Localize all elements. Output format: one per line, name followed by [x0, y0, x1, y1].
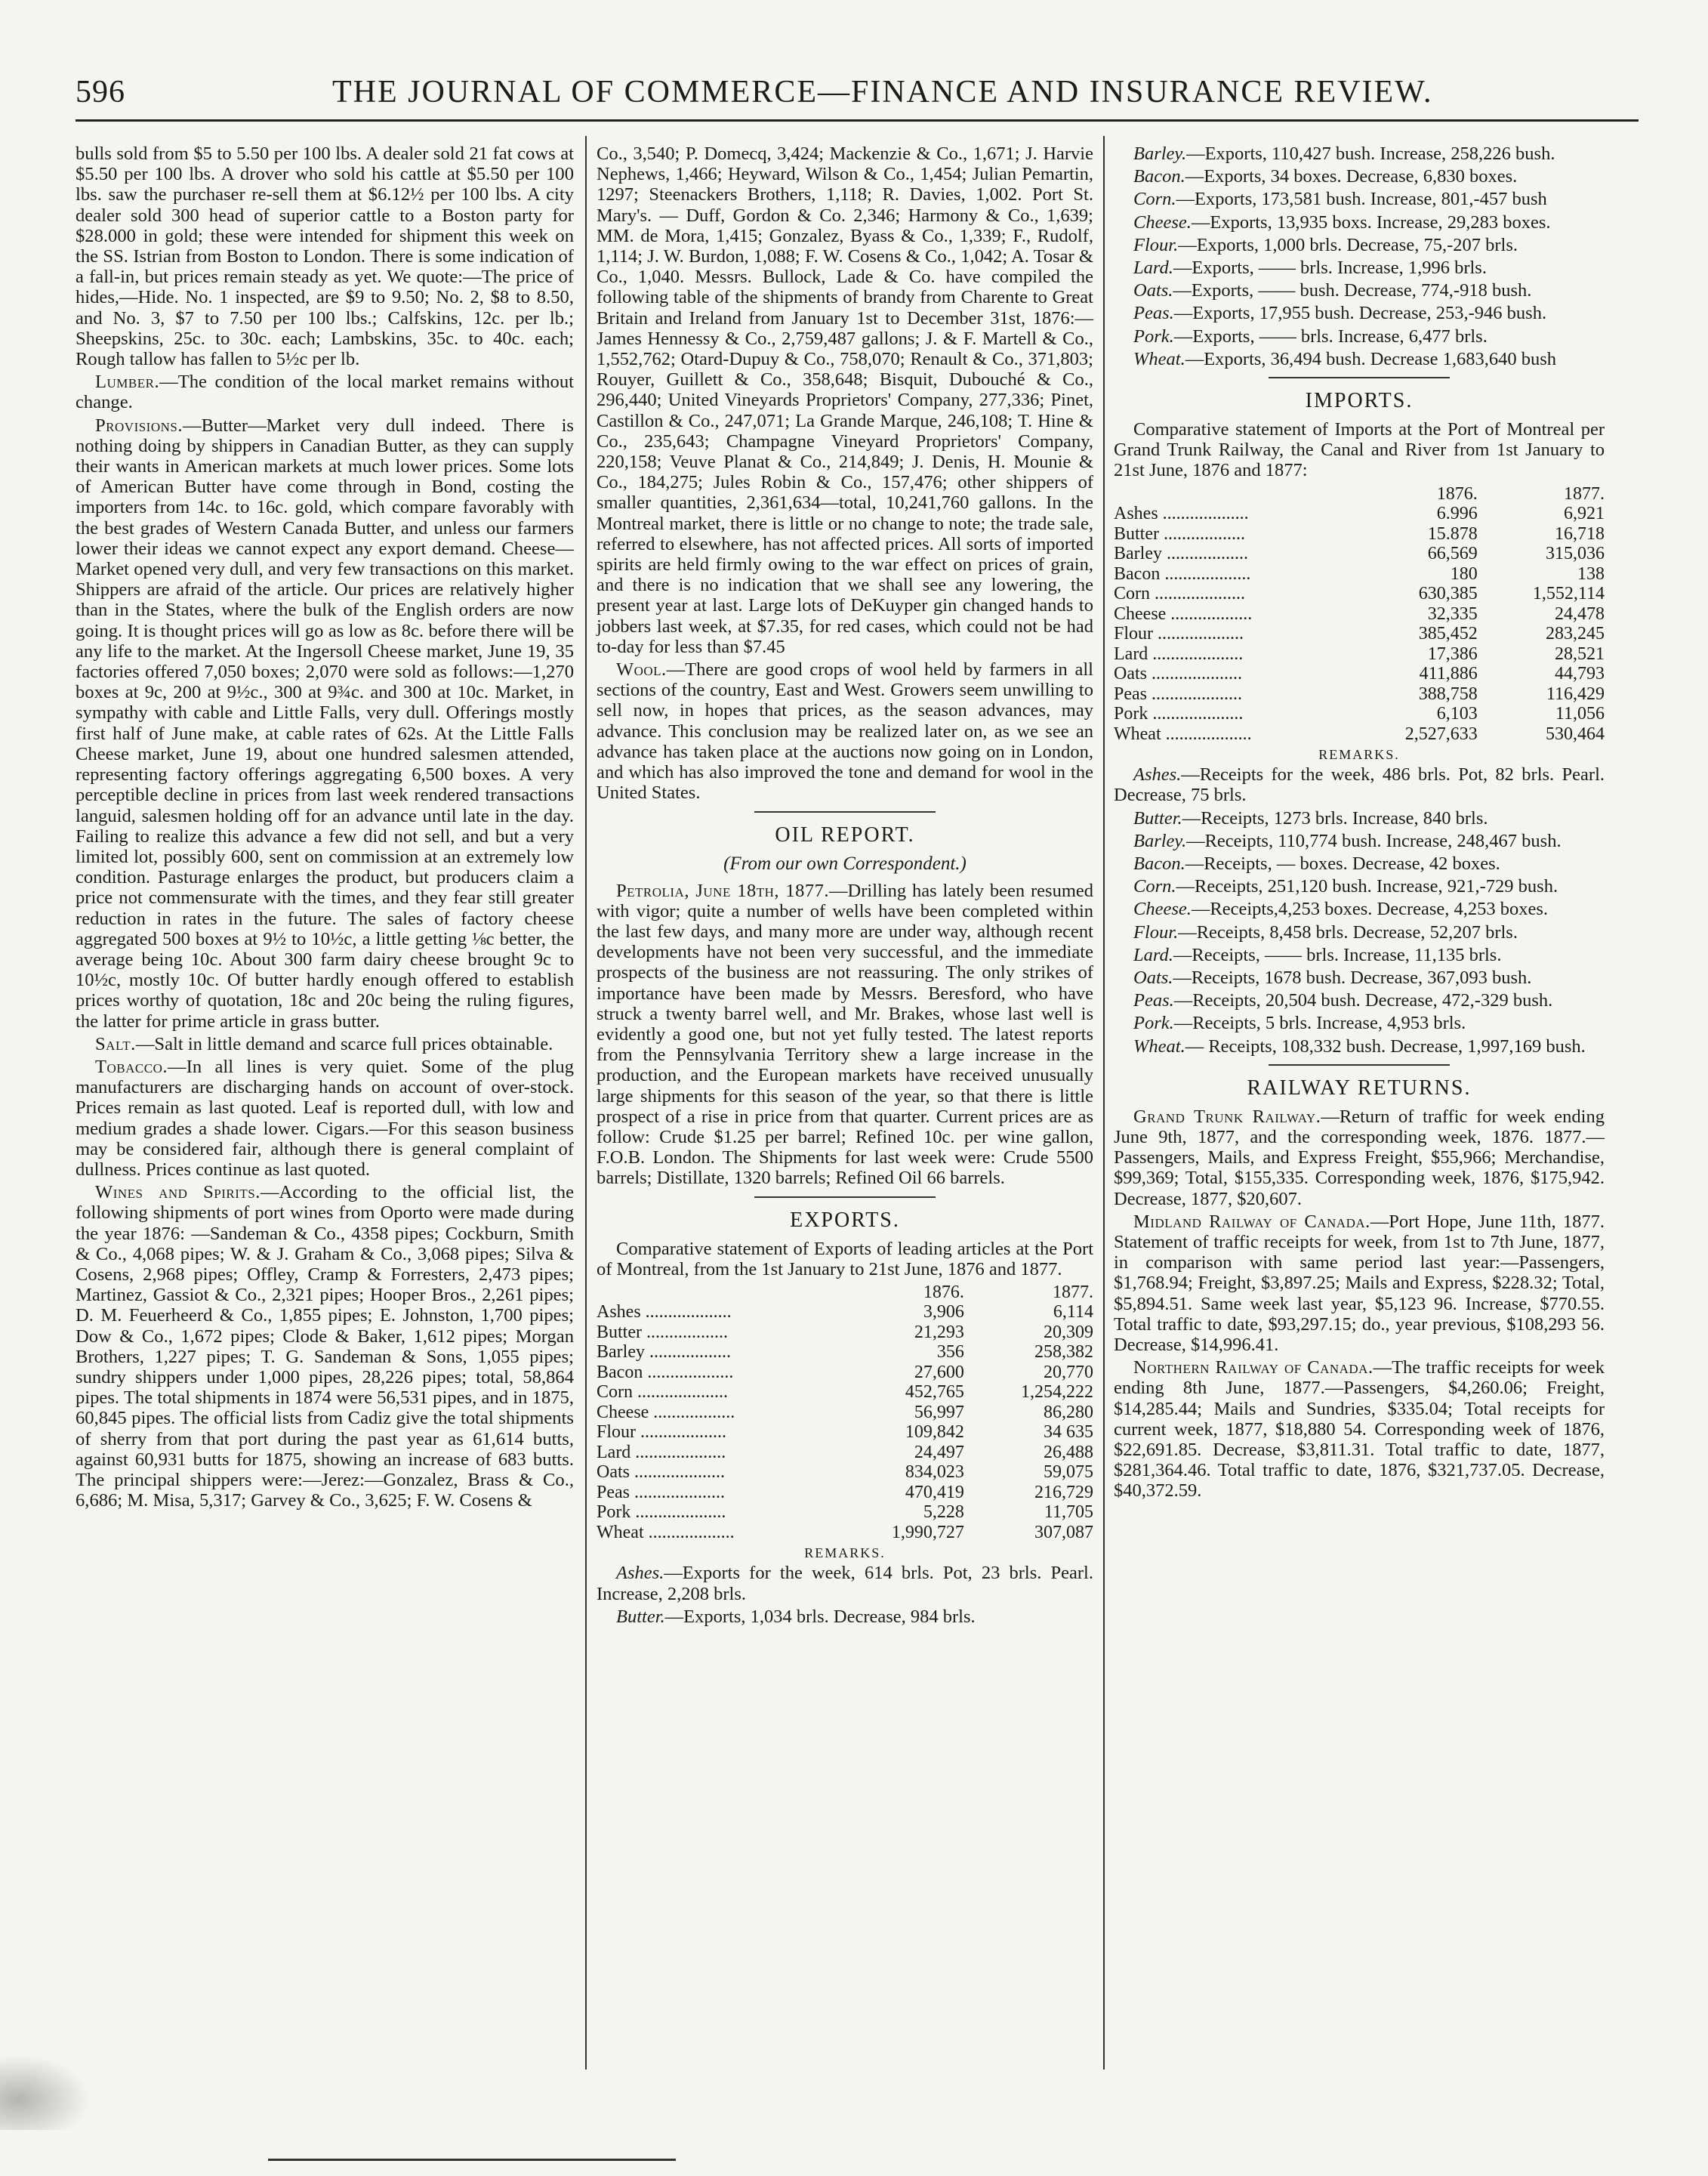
remark-text: —Receipts, 20,504 bush. Decrease, 472,-329 bush.: [1173, 990, 1553, 1011]
remark-text: —Exports, 173,581 bush. Increase, 801,-457 bush: [1176, 189, 1547, 210]
import-remark: [1114, 945, 1605, 965]
remark-lead: Ashes.: [616, 1563, 664, 1584]
remark-text: —Exports, 1,000 brls. Decrease, 75,-207 brls.: [1178, 234, 1518, 255]
import-remark: [1114, 764, 1605, 805]
value-1877: 34 635: [1044, 1422, 1093, 1443]
remark-lead: Corn.: [1133, 876, 1176, 897]
year-header: 1877.: [1053, 1282, 1093, 1302]
column-1: [76, 144, 574, 1513]
remark-lead: Peas.: [1133, 303, 1174, 324]
table-row: [1114, 704, 1605, 724]
value-1876: 21,293: [914, 1322, 964, 1342]
table-row: [1114, 564, 1605, 585]
value-1876: 27,600: [914, 1362, 964, 1382]
import-remark: [1114, 1036, 1605, 1057]
provisions-paragraph: [76, 415, 574, 1032]
column-3: [1114, 144, 1605, 1504]
remark-lead: Wheat.: [1133, 1036, 1185, 1057]
grand-trunk-heading: Grand Trunk Railway.: [1133, 1106, 1321, 1127]
row-label: Peas ....................: [597, 1482, 725, 1502]
row-label: Flour ...................: [597, 1422, 727, 1443]
exports-table: [597, 1282, 1093, 1543]
tobacco-heading: Tobacco.: [95, 1056, 168, 1077]
import-remark: [1114, 853, 1605, 874]
remark-lead: Butter.: [616, 1606, 665, 1627]
import-remark: [1114, 899, 1605, 919]
northern-text: —The traffic receipts for week ending 8th June, 1877.—Passengers, $4,260.06; Freight, $14,285.44; Mails and Sundries, $335.04; Total receipts for current week, 1877, $18,880 54. Corresponding week of 1876, $22,691.85. Decrease, $3,811.31. Total traffic to date, 1877, $281,364.46. Total traffic to date, 1876, $321,737.05. Decrease, $40,372.59.: [1114, 1357, 1605, 1502]
value-1877: 6,114: [1053, 1302, 1093, 1323]
masthead-title: THE JOURNAL OF COMMERCE—FINANCE AND INSURANCE REVIEW.: [332, 75, 1433, 110]
export-remark: [1114, 166, 1605, 187]
salt-text: —Salt in little demand and scarce full prices obtainable.: [135, 1033, 553, 1054]
row-label: Cheese ..................: [597, 1402, 735, 1422]
remark-text: —Exports, 34 boxes. Decrease, 6,830 boxes.: [1185, 166, 1518, 187]
remark-lead: Pork.: [1133, 1013, 1174, 1034]
row-label: Oats ....................: [597, 1462, 725, 1483]
import-remark: [1114, 968, 1605, 988]
export-remark: [1114, 326, 1605, 347]
export-remark: [1114, 212, 1605, 233]
year-header: 1877.: [1564, 483, 1605, 504]
value-1877: 20,309: [1044, 1322, 1093, 1342]
year-header: 1876.: [1436, 483, 1478, 504]
remark-text: —Receipts, 110,774 bush. Increase, 248,467 bush.: [1186, 830, 1562, 851]
lumber-text: —The condition of the local market remains without change.: [76, 372, 574, 413]
remark-text: —Exports, 36,494 bush. Decrease 1,683,640 bush: [1185, 348, 1557, 369]
value-1876: 32,335: [1427, 603, 1478, 624]
value-1877: 24,478: [1555, 603, 1605, 624]
remark-lead: Cheese.: [1133, 899, 1192, 920]
table-row: [1114, 584, 1605, 604]
northern-paragraph: [1114, 1357, 1605, 1501]
section-rule: [1269, 1064, 1450, 1066]
year-header: 1876.: [923, 1282, 964, 1302]
wines-paragraph: [76, 1182, 574, 1511]
remark-lead: Lard.: [1133, 944, 1173, 965]
import-remark: [1114, 808, 1605, 829]
value-1876: 6,103: [1436, 704, 1478, 724]
midland-text: —Port Hope, June 11th, 1877. Statement of traffic receipts for week, from 1st to 7th June, 1877, in comparison with same period last year:—Passengers, $1,768.94; Freight, $3,897.25; Mails and Express, $228.32; Total, $5,894.51. Same week last year, $5,123 96. Increase, $770.55. Total traffic to date, $93,297.15; do., year previous, $108,293 56. Decrease, $14,996.41.: [1114, 1211, 1605, 1356]
remark-text: —Exports for the week, 614 brls. Pot, 23 brls. Pearl. Increase, 2,208 brls.: [597, 1563, 1093, 1604]
imports-remarks-label: REMARKS.: [1318, 747, 1400, 763]
value-1877: 307,087: [1034, 1522, 1093, 1542]
remark-text: —Exports, —— brls. Increase, 1,996 brls.: [1173, 258, 1487, 279]
remark-lead: Flour.: [1133, 234, 1179, 255]
remark-text: —Receipts, 1273 brls. Increase, 840 brls.: [1182, 807, 1488, 829]
value-1876: 5,228: [923, 1502, 964, 1523]
remark-lead: Barley.: [1133, 144, 1187, 164]
exports-intro: Comparative statement of Exports of leading articles at the Port of Montreal, from the 1st January to 21st June, 1876 and 1877.: [597, 1238, 1093, 1279]
value-1877: 116,429: [1546, 684, 1605, 704]
value-1876: 470,419: [905, 1482, 964, 1502]
row-label: Pork ....................: [597, 1502, 726, 1523]
value-1876: 630,385: [1418, 584, 1478, 604]
row-label: Wheat ...................: [597, 1522, 735, 1542]
table-row: [1114, 544, 1605, 564]
value-1877: 216,729: [1034, 1482, 1093, 1502]
table-row: [597, 1462, 1093, 1483]
table-row: [597, 1403, 1093, 1423]
oil-report-text: —Drilling has lately been resumed with vigor; quite a number of wells have been completed within the last few days, and many more are under way, although recent developments have not been very successful, and the immediate prospects of the business are not reassuring. The only strikes of importance have been made by Messrs. Beresford, who have struck a twenty barrel well, and Mr. Brakes, whose last well is evidently a good one, but not yet fully tested. The latest reports from the Pennsylvania Territory shew a large increase in the production, and the European markets have received unusually large shipments for this season of the year, so that there is little prospect of a rise in price from that quarter. Current prices are as follow: Crude $1.25 per barrel; Refined 10c. per wine gallon, F.O.B. London. The Shipments for last week were: Crude 5500 barrels; Distillate, 1320 barrels; Refined Oil 66 barrels.: [597, 880, 1094, 1189]
import-remark: [1114, 831, 1605, 851]
value-1876: 356: [936, 1342, 964, 1363]
table-row: [1114, 664, 1605, 684]
lumber-heading: Lumber.: [95, 372, 160, 393]
table-row: [1114, 684, 1605, 705]
value-1876: 66,569: [1427, 544, 1478, 564]
value-1876: 388,758: [1418, 684, 1478, 704]
value-1876: 56,997: [914, 1402, 964, 1422]
remark-lead: Butter.: [1133, 807, 1182, 829]
row-label: Cheese ..................: [1114, 603, 1253, 624]
row-label: Peas ....................: [1114, 684, 1242, 704]
remark-text: —Receipts, 1678 bush. Decrease, 367,093 bush.: [1173, 967, 1532, 988]
tobacco-paragraph: [76, 1057, 574, 1180]
midland-paragraph: [1114, 1211, 1605, 1355]
value-1877: 530,464: [1546, 724, 1605, 744]
remark-text: —Receipts,4,253 boxes. Decrease, 4,253 boxes.: [1191, 899, 1549, 920]
remark-text: — Receipts, 108,332 bush. Decrease, 1,997,169 bush.: [1185, 1036, 1586, 1057]
oil-report-title: OIL REPORT.: [775, 823, 915, 847]
section-rule: [1269, 377, 1450, 378]
railway-returns-title: RAILWAY RETURNS.: [1247, 1076, 1472, 1100]
bottom-rule: [268, 2159, 676, 2161]
value-1876: 17,386: [1427, 644, 1478, 664]
grand-trunk-paragraph: [1114, 1107, 1605, 1209]
table-row: [1114, 604, 1605, 625]
remark-text: —Exports, —— bush. Decrease, 774,-918 bush.: [1173, 280, 1532, 301]
value-1876: 109,842: [905, 1422, 964, 1443]
value-1877: 11,056: [1555, 704, 1605, 724]
value-1877: 59,075: [1044, 1462, 1093, 1483]
row-label: Bacon ...................: [1114, 563, 1251, 584]
remark-lead: Oats.: [1133, 967, 1173, 988]
export-remark: [597, 1563, 1093, 1603]
value-1876: 6.996: [1436, 504, 1478, 524]
export-remark: [1114, 144, 1605, 164]
remark-lead: Flour.: [1133, 921, 1179, 943]
value-1876: 385,452: [1418, 624, 1478, 644]
import-remark: [1114, 922, 1605, 943]
oil-report-dateline: Petrolia, June 18th, 1877.: [616, 880, 830, 901]
table-row: [597, 1363, 1093, 1383]
oil-report-paragraph: [597, 881, 1093, 1189]
row-label: Ashes ...................: [1114, 504, 1249, 524]
table-row: [597, 1382, 1093, 1403]
remark-lead: Ashes.: [1133, 764, 1182, 786]
column-divider-1: [585, 136, 587, 2070]
value-1877: 16,718: [1555, 523, 1605, 544]
ink-smudge: [0, 2054, 91, 2130]
midland-heading: Midland Railway of Canada.: [1133, 1211, 1370, 1232]
row-label: Barley ..................: [597, 1342, 731, 1363]
wool-text: —There are good crops of wool held by farmers in all sections of the country, East and West. Growers seem unwilling to sell now, in hopes that prices, as the season advances, may advance. This conclusion may be realized later on, as we see an advance has taken place at the auctions now going on in London, and which has also improved the tone and demand for wool in the United States.: [597, 659, 1093, 804]
oil-report-subtitle: (From our own Correspondent.): [723, 853, 967, 874]
header-rule: [76, 119, 1639, 122]
wool-heading: Wool.: [616, 659, 667, 681]
value-1877: 6,921: [1564, 504, 1605, 524]
row-label: Bacon ...................: [597, 1362, 734, 1382]
value-1876: 452,765: [905, 1382, 964, 1403]
export-remark: [1114, 303, 1605, 323]
remark-text: —Receipts, 8,458 brls. Decrease, 52,207 brls.: [1178, 921, 1518, 943]
row-label: Barley ..................: [1114, 544, 1248, 564]
remark-lead: Lard.: [1133, 258, 1173, 279]
page-number: 596: [76, 75, 125, 110]
table-row: [597, 1443, 1093, 1463]
section-rule: [754, 811, 936, 813]
remark-text: —Exports, 17,955 bush. Decrease, 253,-946 bush.: [1173, 303, 1547, 324]
column-2: [597, 144, 1093, 1629]
value-1876: 2,527,633: [1404, 724, 1478, 744]
value-1876: 834,023: [905, 1462, 964, 1483]
remark-text: —Exports, 110,427 bush. Increase, 258,226 bush.: [1186, 144, 1555, 164]
table-row: [1114, 524, 1605, 545]
export-remark: [1114, 258, 1605, 278]
remark-lead: Pork.: [1133, 326, 1174, 347]
exports-title: EXPORTS.: [790, 1208, 900, 1232]
value-1876: 180: [1450, 563, 1478, 584]
row-label: Butter ..................: [597, 1322, 728, 1342]
import-remark: [1114, 1013, 1605, 1033]
table-header-row: [1114, 484, 1605, 505]
value-1877: 1,552,114: [1532, 584, 1605, 604]
value-1877: 86,280: [1044, 1402, 1093, 1422]
exports-remarks-label: REMARKS.: [804, 1545, 886, 1561]
remark-lead: Bacon.: [1133, 853, 1185, 874]
table-row: [597, 1483, 1093, 1503]
table-row: [1114, 724, 1605, 745]
provisions-heading: Provisions.: [95, 415, 183, 436]
row-label: Pork ....................: [1114, 704, 1244, 724]
table-row: [597, 1342, 1093, 1363]
imports-intro: Comparative statement of Imports at the Port of Montreal per Grand Trunk Railway, the Canal and River from 1st January to 21st June, 1876 and 1877:: [1114, 419, 1605, 481]
value-1877: 26,488: [1044, 1442, 1093, 1462]
remark-text: —Receipts, —— brls. Increase, 11,135 brls.: [1173, 944, 1502, 965]
remark-text: —Exports, 13,935 boxs. Increase, 29,283 boxes.: [1191, 211, 1551, 233]
salt-heading: Salt.: [95, 1033, 136, 1054]
grand-trunk-text: —Return of traffic for week ending June 9th, 1877, and the corresponding week, 1876. 1877.—Passengers, Mails, and Express Freight, $55,966; Merchandise, $99,369; Total, $155,335. Corresponding week, 1876, $175,942. Decrease, 1877, $20,607.: [1114, 1106, 1605, 1209]
import-remark: [1114, 876, 1605, 897]
row-label: Butter ..................: [1114, 523, 1245, 544]
value-1876: 1,990,727: [891, 1522, 964, 1542]
remark-lead: Cheese.: [1133, 211, 1192, 233]
value-1877: 258,382: [1034, 1342, 1093, 1363]
wines-text: —According to the official list, the following shipments of port wines from Oporto were made during the year 1876: —Sandeman & Co., 4358 pipes; Cockburn, Smith & Co., 4,068 pipes; W. & J. Graham & Co., 3,068 pipes; Silva & Cosens, 2,968 pipes; Offley, Cramp & Forresters, 2,473 pipes; Martinez, Gassiot & Co., 2,321 pipes; Hooper Bros., 2,261 pipes; D. M. Feuerheerd & Co., 1,855 pipes; E. Johnston, 1,700 pipes; Dow & Co., 1,672 pipes; Clode & Baker, 1,612 pipes; Morgan Brothers, 1,227 pipes; T. G. Sandeman & Sons, 1,055 pipes; sundry shippers under 1,000 pipes, 28,226 pipes; total, 58,864 pipes. The total shipments in 1874 were 56,531 pipes, and in 1875, 60,845 pipes. The official lists from Cadiz give the total shipments of sherry from that port during the past year as 61,614 butts, against 60,931 butts for 1875, showing an increase of 683 butts. The principal shippers were:—Jerez:—Gonzalez, Brass & Co., 6,686; M. Misa, 5,317; Garvey & Co., 3,625; F. W. Cosens &: [76, 1182, 574, 1511]
value-1877: 11,705: [1044, 1502, 1093, 1523]
row-label: Corn ....................: [1114, 584, 1245, 604]
remark-lead: Peas.: [1133, 990, 1174, 1011]
import-remark: [1114, 990, 1605, 1011]
shippers-paragraph: Co., 3,540; P. Domecq, 3,424; Mackenzie & Co., 1,671; J. Harvie Nephews, 1,466; Heyward, Wilson & Co., 1,454; Julian Pemartin, 1297; Steenackers Brothers, 1,118; R. Davies, 1,002. Port St. Mary's. — Duff, Gordon & Co. 2,346; Harmony & Co., 1,639; MM. de Mora, 1,415; Gonzalez, Byass & Co., 1,339; F., Rudolf, 1,114; J. W. Burdon, 1,088; F. W. Cosens & Co., 1,042; A. Tosar & Co., 1,040. Messrs. Bullock, Lade & Co. have compiled the following table of the shipments of brandy from Charente to Great Britain and Ireland from January 1st to December 31st, 1876:—James Hennessy & Co., 2,759,487 gallons; J. & F. Martell & Co., 1,552,762; Otard-Dupuy & Co., 758,070; Renault & Co., 371,803; Rouyer, Guillett & Co., 358,648; Bisquit, Dubouché & Co., 296,440; United Vineyards Proprietors' Company, 277,336; Pinet, Castillon & Co., 247,071; La Grande Marque, 246,108; T. Hine & Co., 235,643; Champagne Vineyard Proprietors' Company, 220,158; Veuve Planat & Co., 214,849; J. Denis, H. Mounie & Co., 184,275; Jules Robin & Co., 157,476; other shippers of smaller quantities, 2,361,634—total, 10,241,760 gallons. In the Montreal market, there is little or no change to note; the trade sale, referred to elsewhere, has not affected prices. All sorts of imported spirits are held firmly owing to the war effect on prices of grain, and there is no indication that we shall see any lowering, the present year at last. Large lots of DeKuyper gin changed hands to jobbers last week, at $7.35, for red cases, which could not be had to-day for less than $7.45: [597, 144, 1093, 657]
table-row: [597, 1302, 1093, 1323]
salt-paragraph: [76, 1034, 574, 1054]
wool-paragraph: [597, 659, 1093, 803]
lumber-paragraph: [76, 372, 574, 412]
value-1877: 28,521: [1555, 644, 1605, 664]
provisions-text: —Butter—Market very dull indeed. There is nothing doing by shippers in Canadian Butter, as they can supply their wants in American markets at much lower prices. Some lots of American Butter have come through in Bond, costing the importers from 14c. to 16c. gold, which compare favorably with the best grades of Western Canada Butter, and unless our farmers lower their ideas we cannot expect any export demand. Cheese—Market opened very dull, and very few transactions on this market. Shippers are afraid of the article. Our prices are relatively higher than in the States, where the bulk of the English orders are now going. It is thought prices will go as low as 8c. before there will be any life to the market. At the Ingersoll Cheese market, June 19, 35 factories offered 7,050 boxes; 2,070 were sold as follows:—1,270 boxes at 9c, 200 at 9½c., 300 at 9¾c. and 300 at 10c. Market, in sympathy with cable and Little Falls, very dull. Offerings mostly first half of June make, at cable rates of 62s. At the Little Falls Cheese market, June 19, about one hundred salesmen attended, representing factory offerings aggregating 6,500 boxes. A very perceptible decline in prices from last week rendered transactions languid, salesmen holding off for an advance until late in the day. Failing to realize this advance a few did not sell, and but a very limited lot, possibly 600, sent on commission at an extremely low condition. Pasturage enlarges the product, but producers claim a price not commensurate with the times, and they fear still greater reduction in rates in the future. The sales of factory cheese aggregated 500 boxes at 9½ to 10½c, a little getting ⅛c better, the average being 10c. About 300 farm dairy cheese brought 9c to 10½c, mostly 10c. Of butter hardly enough offered to establish prices worthy of quotation, 18c and 20c being the ruling figures, the latter for prime article in grass butter.: [76, 415, 574, 1032]
wines-heading: Wines and Spirits.: [95, 1182, 261, 1203]
remark-text: —Receipts, 251,120 bush. Increase, 921,-729 bush.: [1176, 876, 1558, 897]
row-label: Wheat ...................: [1114, 724, 1252, 744]
table-row: [597, 1422, 1093, 1443]
export-remark: [1114, 280, 1605, 301]
row-label: Oats ....................: [1114, 664, 1242, 684]
value-1876: 24,497: [914, 1442, 964, 1462]
value-1876: 3,906: [923, 1302, 964, 1323]
table-row: [597, 1523, 1093, 1543]
column-divider-2: [1103, 136, 1105, 2070]
export-remark: [597, 1607, 1093, 1627]
export-remark: [1114, 235, 1605, 255]
remark-lead: Barley.: [1133, 830, 1187, 851]
remark-lead: Corn.: [1133, 189, 1176, 210]
table-row: [1114, 624, 1605, 644]
value-1876: 15.878: [1427, 523, 1478, 544]
section-rule: [754, 1196, 936, 1198]
table-row: [597, 1502, 1093, 1523]
remark-lead: Bacon.: [1133, 166, 1185, 187]
tobacco-text: —In all lines is very quiet. Some of the plug manufacturers are discharging hands on account of over-stock. Prices remain as last quoted. Leaf is reported dull, with low and medium grades a shade lower. Cigars.—For this season business may be considered fair, although there is general complaint of dullness. Prices continue as last quoted.: [76, 1056, 574, 1180]
value-1877: 283,245: [1546, 624, 1605, 644]
table-row: [1114, 644, 1605, 665]
row-label: Lard ....................: [1114, 644, 1244, 664]
remark-lead: Oats.: [1133, 280, 1173, 301]
remark-lead: Wheat.: [1133, 348, 1185, 369]
row-label: Flour ...................: [1114, 624, 1244, 644]
remark-text: —Exports, 1,034 brls. Decrease, 984 brls.: [664, 1606, 976, 1627]
remark-text: —Receipts, — boxes. Decrease, 42 boxes.: [1185, 853, 1500, 874]
value-1877: 315,036: [1546, 544, 1605, 564]
value-1877: 20,770: [1044, 1362, 1093, 1382]
value-1877: 44,793: [1555, 664, 1605, 684]
northern-heading: Northern Railway of Canada.: [1133, 1357, 1373, 1378]
export-remark: [1114, 349, 1605, 369]
imports-table: [1114, 484, 1605, 745]
table-row: [597, 1323, 1093, 1343]
remark-text: —Receipts for the week, 486 brls. Pot, 82 brls. Pearl. Decrease, 75 brls.: [1114, 764, 1605, 806]
remark-text: —Receipts, 5 brls. Increase, 4,953 brls.: [1173, 1013, 1466, 1034]
table-row: [1114, 504, 1605, 524]
row-label: Ashes ...................: [597, 1302, 732, 1323]
value-1877: 1,254,222: [1021, 1382, 1093, 1403]
export-remark: [1114, 189, 1605, 209]
value-1876: 411,886: [1419, 664, 1478, 684]
imports-title: IMPORTS.: [1305, 389, 1414, 413]
row-label: Corn ....................: [597, 1382, 728, 1403]
cattle-paragraph: bulls sold from $5 to 5.50 per 100 lbs. A dealer sold 21 fat cows at $5.50 per 100 lbs. A drover who sold his cattle at $5.50 per 100 lbs. saw the purchaser re-sell them at $6.12½ per 100 lbs. A city dealer sold 300 head of superior cattle to a Boston party for $28.000 in gold; these were intended for shipment this week on the SS. Istrian from Boston to London. There is some indication of a fall-in, but prices remain steady as yet. We quote:—The price of hides,—Hide. No. 1 inspected, are $9 to 9.50; No. 2, $8 to 8.50, and No. 3, $7 to 7.50 per 100 lbs.; Calfskins, 12c. per lb.; Sheepskins, 25c. to 30c. each; Lambskins, 35c. to 40c. each; Rough tallow has fallen to 5½c per lb.: [76, 144, 574, 370]
value-1877: 138: [1577, 563, 1605, 584]
remark-text: —Exports, —— brls. Increase, 6,477 brls.: [1173, 326, 1488, 347]
table-header-row: [597, 1282, 1093, 1303]
row-label: Lard ....................: [597, 1442, 726, 1462]
